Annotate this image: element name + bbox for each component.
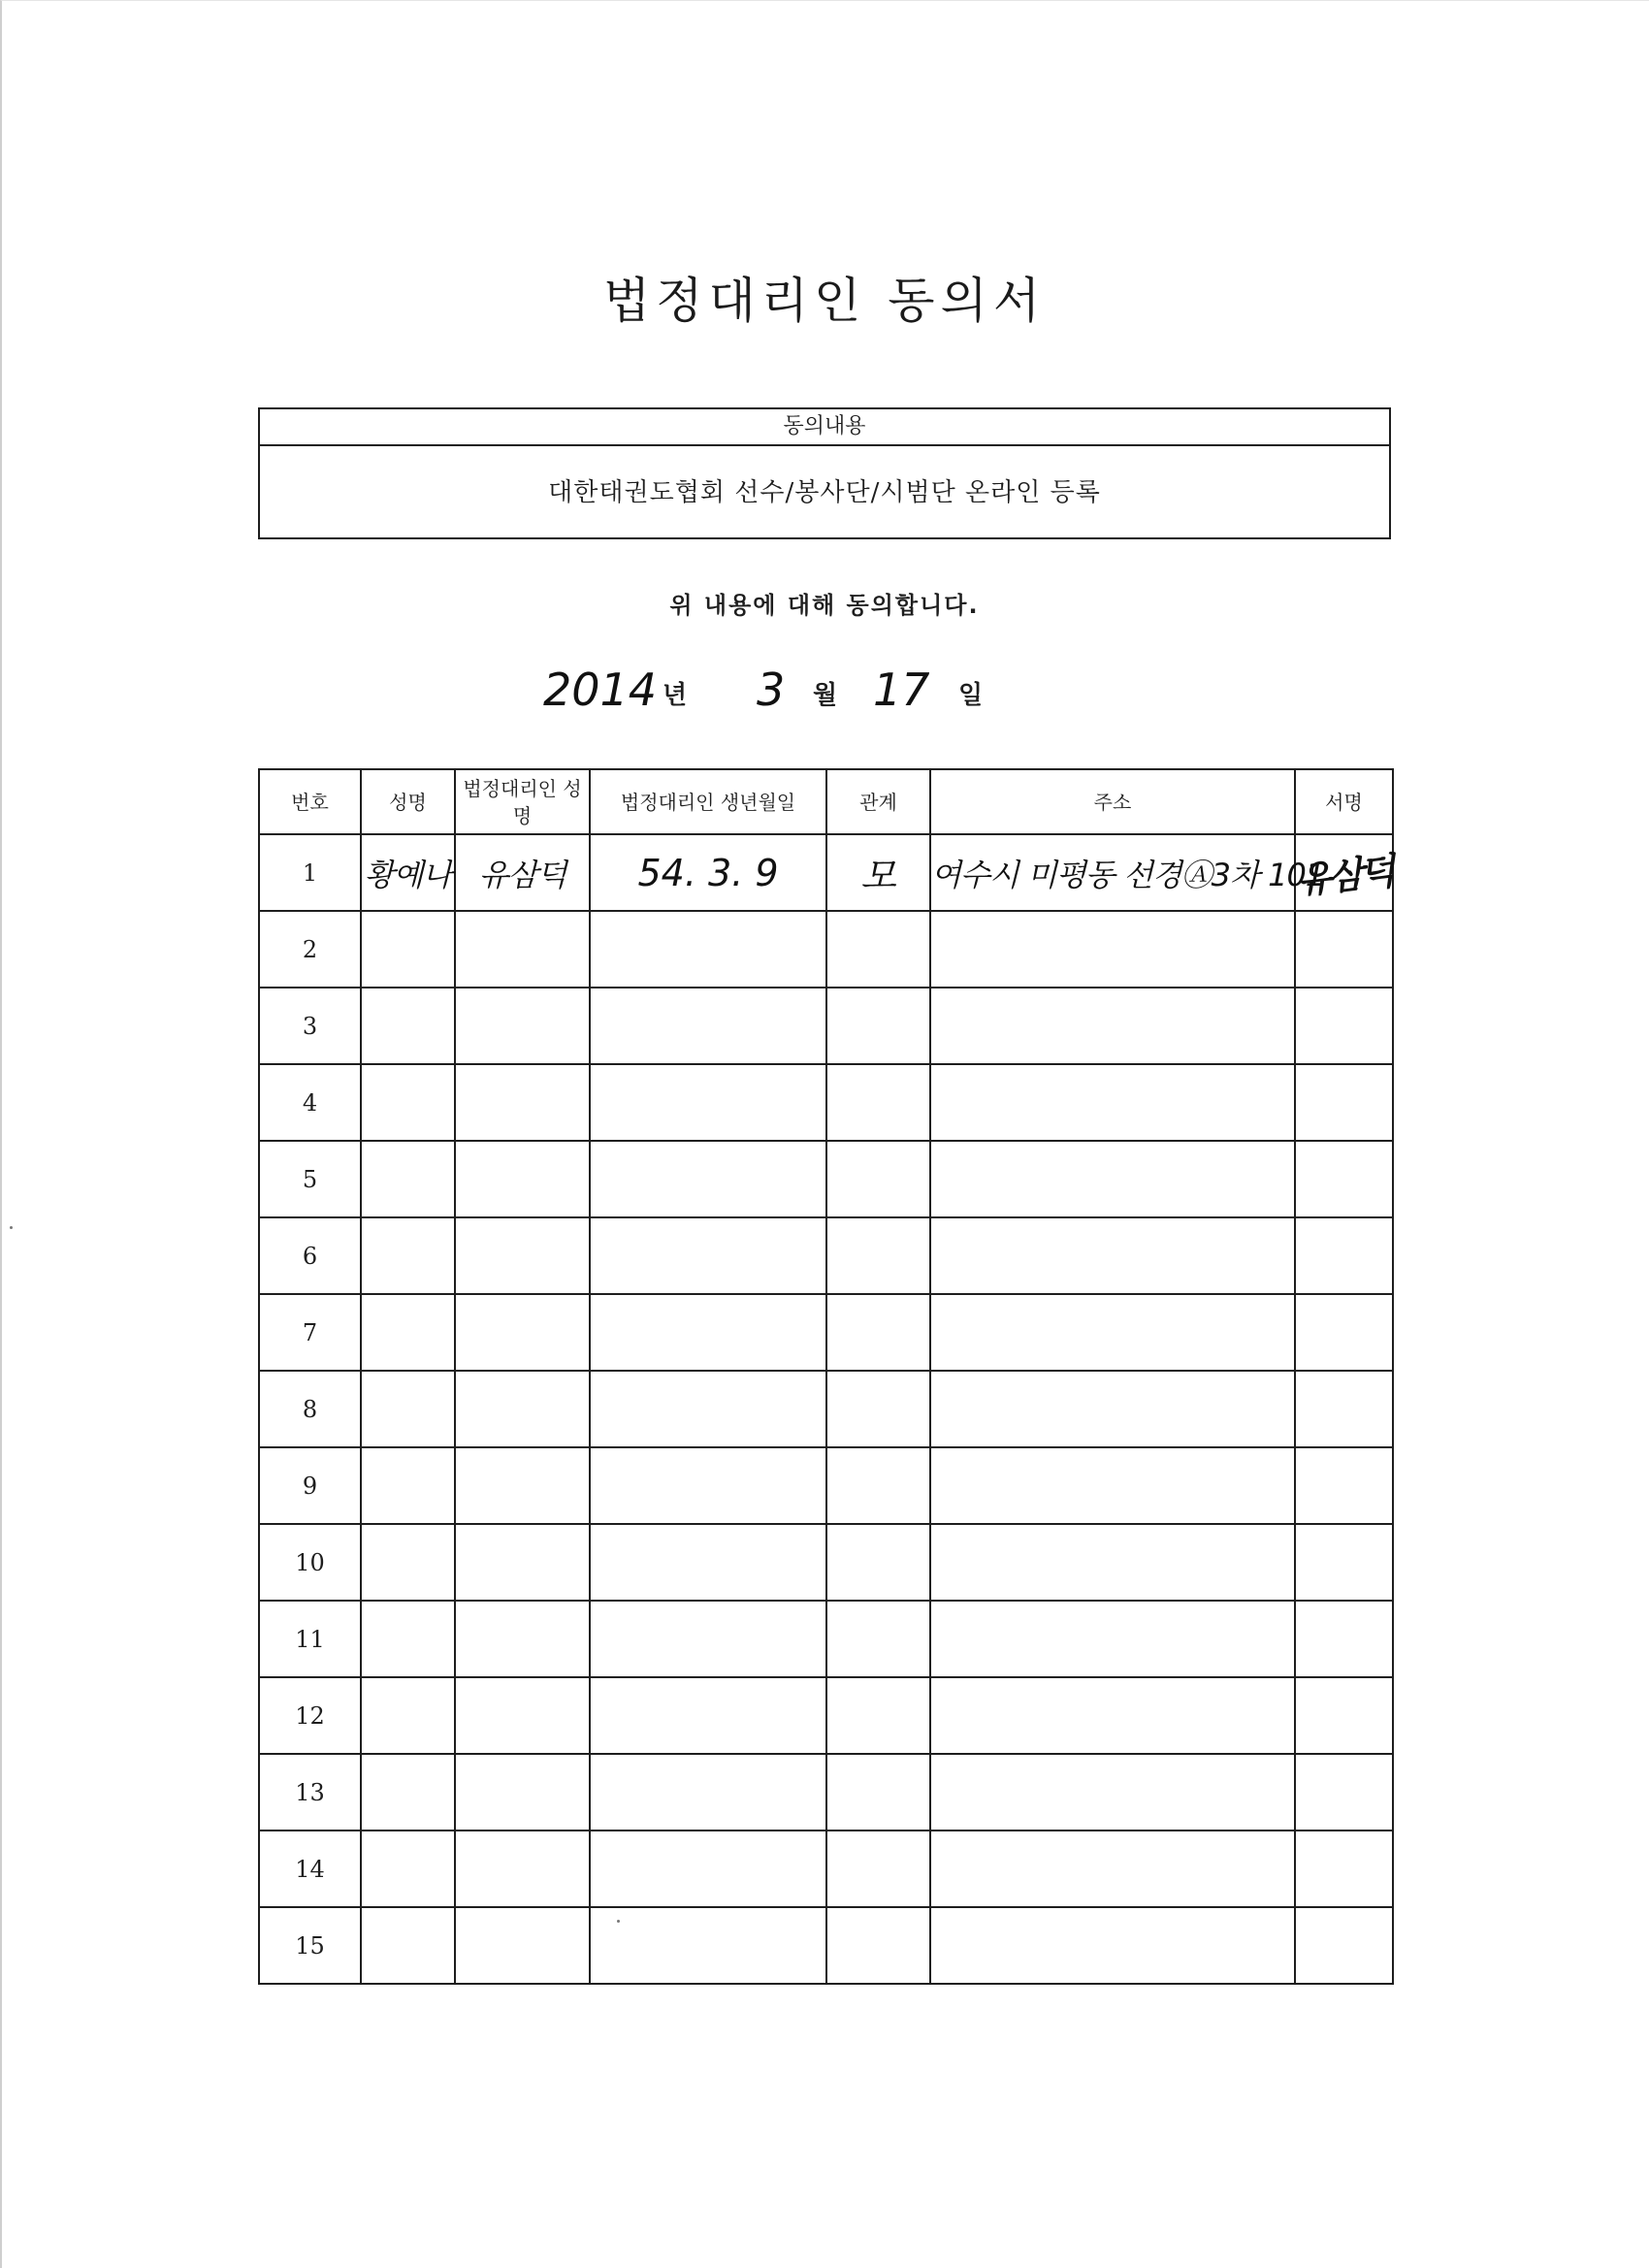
table-row [259, 1447, 1393, 1524]
cell-address [930, 1141, 1295, 1217]
table-row [259, 1754, 1393, 1831]
cell-no: 14 [259, 1831, 361, 1907]
date-day-unit: 일 [958, 681, 984, 710]
consent-box [258, 407, 1391, 539]
cell-guardian-name [455, 1907, 590, 1984]
cell-signature [1295, 1677, 1393, 1754]
cell-guardian-name [455, 1677, 590, 1754]
cell-address [930, 988, 1295, 1064]
cell-name [361, 988, 455, 1064]
cell-relation [826, 911, 930, 988]
cell-signature [1295, 988, 1393, 1064]
cell-relation: 모 [826, 834, 930, 911]
cell-no: 13 [259, 1754, 361, 1831]
cell-address [930, 1907, 1295, 1984]
cell-relation [826, 1524, 930, 1601]
agree-statement: 위 내용에 대해 동의합니다. [669, 592, 980, 619]
cell-guardian-birth [590, 1371, 826, 1447]
cell-no: 15 [259, 1907, 361, 1984]
cell-name [361, 1754, 455, 1831]
cell-address [930, 1601, 1295, 1677]
table-row [259, 988, 1393, 1064]
cell-address [930, 1677, 1295, 1754]
cell-no: 4 [259, 1064, 361, 1141]
cell-address: 여수시 미평동 선경Ⓐ3차 101 [930, 834, 1295, 911]
header-signature: 서명 [1295, 769, 1393, 834]
cell-guardian-birth [590, 1601, 826, 1677]
cell-signature [1295, 1907, 1393, 1984]
cell-name [361, 911, 455, 988]
scan-speck [617, 1920, 620, 1923]
cell-signature [1295, 1141, 1393, 1217]
cell-name [361, 1294, 455, 1371]
header-address: 주소 [930, 769, 1295, 834]
cell-guardian-birth [590, 1754, 826, 1831]
cell-address [930, 1524, 1295, 1601]
cell-guardian-birth [590, 1524, 826, 1601]
cell-relation [826, 1601, 930, 1677]
table-header-row [259, 769, 1393, 834]
date-year: 2014 [543, 664, 658, 716]
cell-relation [826, 1217, 930, 1294]
date-month: 3 [757, 664, 786, 716]
cell-guardian-name [455, 1141, 590, 1217]
cell-signature [1295, 1294, 1393, 1371]
cell-guardian-birth [590, 1907, 826, 1984]
cell-name [361, 1831, 455, 1907]
date-row [0, 656, 1649, 724]
guardian-table [258, 768, 1394, 1985]
cell-guardian-name [455, 1831, 590, 1907]
table-row [259, 1294, 1393, 1371]
handwritten-signature: 유삼덕 [1294, 849, 1394, 902]
header-relation: 관계 [826, 769, 930, 834]
header-guardian-birth: 법정대리인 생년월일 [590, 769, 826, 834]
cell-signature [1295, 1831, 1393, 1907]
cell-relation [826, 1677, 930, 1754]
cell-relation [826, 1371, 930, 1447]
cell-guardian-birth [590, 1831, 826, 1907]
consent-header: 동의내용 [260, 409, 1389, 446]
document-title: 법정대리인 동의서 [602, 273, 1047, 329]
cell-relation [826, 1754, 930, 1831]
consent-body: 대한태권도협회 선수/봉사단/시범단 온라인 등록 [548, 478, 1101, 507]
cell-name [361, 1907, 455, 1984]
cell-guardian-name [455, 911, 590, 988]
date-year-unit: 년 [663, 681, 688, 710]
table-row [259, 1831, 1393, 1907]
cell-guardian-birth [590, 1064, 826, 1141]
cell-guardian-name [455, 1754, 590, 1831]
cell-guardian-birth [590, 988, 826, 1064]
cell-no: 8 [259, 1371, 361, 1447]
cell-address [930, 1754, 1295, 1831]
cell-address [930, 1294, 1295, 1371]
header-name: 성명 [361, 769, 455, 834]
cell-address [930, 1447, 1295, 1524]
cell-name [361, 1524, 455, 1601]
cell-guardian-name [455, 1601, 590, 1677]
cell-signature [1295, 1217, 1393, 1294]
cell-signature [1295, 1754, 1393, 1831]
cell-guardian-name [455, 1217, 590, 1294]
cell-guardian-birth: 54. 3. 9 [590, 834, 826, 911]
table-row [259, 1677, 1393, 1754]
cell-address [930, 1371, 1295, 1447]
cell-relation [826, 1447, 930, 1524]
header-no: 번호 [259, 769, 361, 834]
cell-no: 1 [259, 834, 361, 911]
cell-no: 12 [259, 1677, 361, 1754]
cell-address [930, 1831, 1295, 1907]
cell-relation [826, 1141, 930, 1217]
cell-signature [1295, 1064, 1393, 1141]
cell-address [930, 1064, 1295, 1141]
table-row [259, 1141, 1393, 1217]
cell-address [930, 1217, 1295, 1294]
cell-name [361, 1447, 455, 1524]
cell-guardian-birth [590, 1141, 826, 1217]
table-row [259, 1064, 1393, 1141]
cell-guardian-birth [590, 911, 826, 988]
scan-speck [10, 1226, 13, 1229]
table-row [259, 834, 1393, 911]
cell-guardian-name: 유삼덕 [455, 834, 590, 911]
date-month-unit: 월 [813, 681, 838, 710]
cell-guardian-birth [590, 1217, 826, 1294]
cell-relation [826, 988, 930, 1064]
cell-no: 2 [259, 911, 361, 988]
cell-signature [1295, 911, 1393, 988]
cell-guardian-name [455, 1371, 590, 1447]
cell-guardian-name [455, 988, 590, 1064]
cell-no: 10 [259, 1524, 361, 1601]
table-row [259, 1524, 1393, 1601]
table-row [259, 1907, 1393, 1984]
cell-no: 11 [259, 1601, 361, 1677]
cell-guardian-birth [590, 1447, 826, 1524]
cell-relation [826, 1294, 930, 1371]
cell-no: 7 [259, 1294, 361, 1371]
cell-no: 3 [259, 988, 361, 1064]
cell-name [361, 1217, 455, 1294]
cell-address [930, 911, 1295, 988]
cell-signature [1295, 1371, 1393, 1447]
cell-guardian-name [455, 1294, 590, 1371]
table-row [259, 1371, 1393, 1447]
cell-name [361, 1141, 455, 1217]
cell-relation [826, 1831, 930, 1907]
cell-no: 6 [259, 1217, 361, 1294]
table-row [259, 1601, 1393, 1677]
cell-name [361, 1601, 455, 1677]
cell-no: 9 [259, 1447, 361, 1524]
cell-no: 5 [259, 1141, 361, 1217]
cell-guardian-birth [590, 1677, 826, 1754]
date-day: 17 [873, 664, 930, 716]
cell-relation [826, 1907, 930, 1984]
table-row [259, 911, 1393, 988]
cell-name [361, 1064, 455, 1141]
cell-name [361, 1371, 455, 1447]
cell-signature [1295, 1601, 1393, 1677]
header-guardian-name: 법정대리인 성명 [455, 769, 590, 834]
cell-signature [1295, 1524, 1393, 1601]
cell-guardian-birth [590, 1294, 826, 1371]
cell-relation [826, 1064, 930, 1141]
cell-name: 황예나 [361, 834, 455, 911]
cell-signature [1295, 1447, 1393, 1524]
cell-guardian-name [455, 1447, 590, 1524]
cell-signature [1295, 834, 1393, 911]
cell-guardian-name [455, 1064, 590, 1141]
table-row [259, 1217, 1393, 1294]
cell-name [361, 1677, 455, 1754]
cell-guardian-name [455, 1524, 590, 1601]
